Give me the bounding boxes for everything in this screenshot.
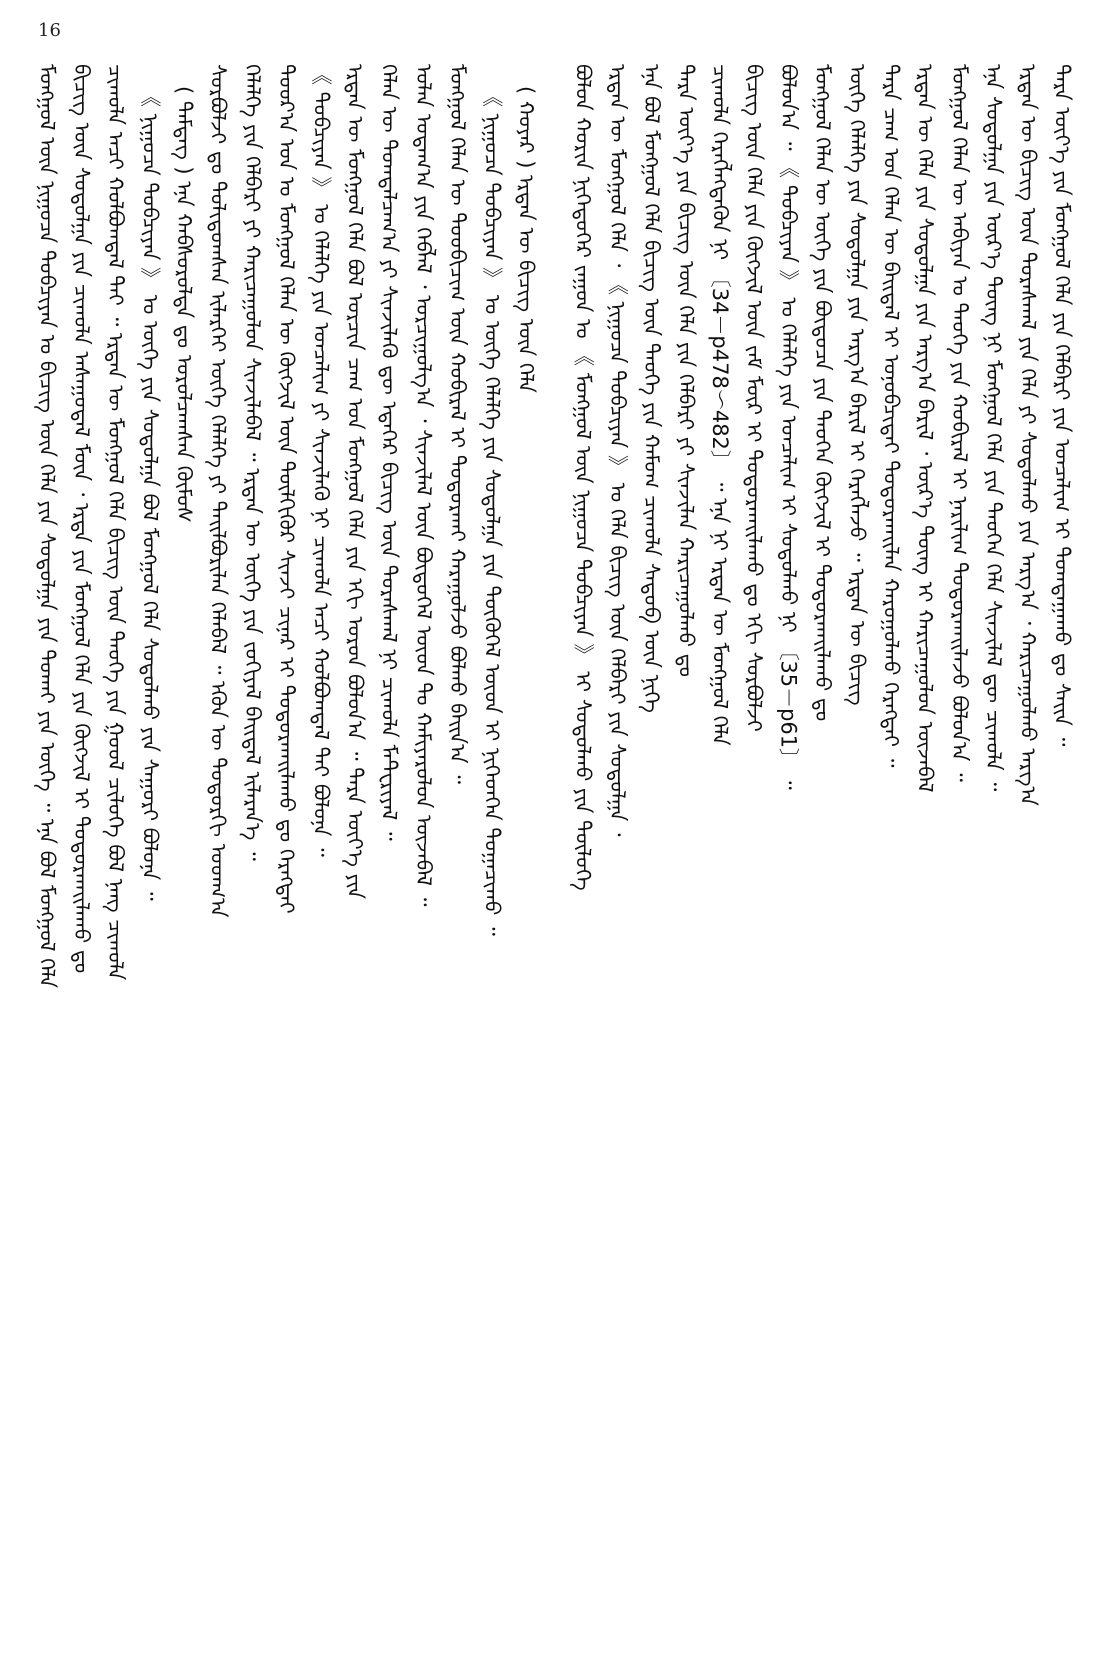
text-line: ᠡᠨᠡ ᠪᠣᠯ ᠮᠣᠩᠭᠣᠯ ᠬᠡᠯᠡ ᠪᠢᠴᠢᠭ ᠦᠨ ᠲᠡᠦᠬᠡ ᠶᠢᠨ ᠬᠠᠮᠤᠭ ᠴᠢᠬᠤᠯᠠ ᠰᠡᠳᠦᠪ ᠦᠨ ᠨᠢᠭᠡ (639, 64, 664, 713)
text-line: ᠬᠡᠯᠡᠯᠭᠡ ᠶᠢᠨ ᠬᠡᠯᠪᠡᠷᠢ ᠶᠢ ᠬᠠᠷᠢᠴᠠᠭᠤᠯᠤᠨ ᠰᠢᠨᠵᠢᠯᠡᠪᠡᠯ ᠃ ᠡᠷᠲᠡᠨ ᠦ ᠦᠭᠡ ᠶᠢᠨ ᠵᠣᠬᠢᠶᠠᠯ ᠪᠠᠢᠳᠠᠯ ᠢᠯᠡᠷᠡᠨ᠎ᠡ ᠃ (240, 64, 265, 861)
left-text-column (30, 64, 543, 1642)
text-line: ᠪᠢᠴᠢᠭ ᠦᠨ ᠬᠡᠯᠡ ᠶᠢᠨ ᠬᠥᠭᠵᠢᠯ ᠦᠨ ᠵᠠᠮ ᠮᠥᠷ ᠢ ᠲᠣᠳᠣᠷᠬᠠᠢᠯᠠᠬᠤ ᠳᠤ ᠡᠬᠢ ᠰᠤᠷᠪᠤᠯᠵᠢ (742, 64, 767, 732)
text-line: 《 ᠨᠢᠭᠤᠴᠠ ᠲᠣᠪᠴᠢᠶᠠᠨ 》 ᠤ ᠦᠭᠡ ᠶᠢᠨ ᠰᠤᠳᠤᠯᠭᠠ ᠪᠣᠯ ᠮᠣᠩᠭᠣᠯ ᠬᠡᠯᠡ ᠰᠤᠳᠤᠯᠬᠤ ᠶᠢᠨ ᠰᠠᠭᠤᠷᠢ ᠪᠣᠯᠤᠨᠠ ᠃ (137, 86, 162, 901)
text-line: ᠲᠡᠷᠡ ᠦᠶ᠎ᠡ ᠶᠢᠨ ᠪᠢᠴᠢᠭ ᠦᠨ ᠬᠡᠯᠡ ᠶᠢᠨ ᠬᠡᠯᠪᠡᠷᠢ ᠶᠢ ᠰᠢᠨᠵᠢᠯᠡᠨ ᠬᠠᠷᠢᠴᠠᠭᠤᠯᠬᠤ ᠳᠤ (673, 64, 698, 677)
text-line: ᠴᠢᠬᠤᠯᠠ ᠠᠴᠢ ᠬᠣᠯᠪᠣᠭᠳᠠᠯ ᠲᠠᠢ ᠃ ᠡᠷᠲᠡᠨ ᠦ ᠮᠣᠩᠭᠣᠯ ᠬᠡᠯᠡ ᠪᠢᠴᠢᠭ ᠦᠨ ᠲᠡᠦᠬᠡ ᠶᠢᠨ ᠭᠣᠣᠯ ᠴᠢᠯᠦᠭᠡ ᠪᠣᠯ ᠨᠡᠩ ᠴᠢᠬᠤᠯᠠ (103, 64, 128, 981)
text-line: ᠮᠣᠩᠭᠣᠯ ᠬᠡᠯᠡᠨ ᠦ ᠦᠭᠡ ᠶᠢᠨ ᠪᠦᠲᠦᠴᠡ ᠶᠢᠨ ᠲᠡᠦᠬᠡᠨ ᠬᠥᠭᠵᠢᠯ ᠢ ᠲᠣᠳᠣᠷᠬᠠᠢᠯᠠᠬᠤ ᠳᠤ (810, 64, 835, 722)
text-line: ᠪᠢᠴᠢᠭ ᠦᠨ ᠰᠤᠳᠤᠯᠭᠠ ᠶᠢᠨ ᠴᠢᠬᠤᠯᠠ ᠠᠰᠠᠭᠤᠳᠠᠯ ᠮᠦᠨ ᠂ ᠡᠷᠲᠡ ᠶᠢᠨ ᠮᠣᠩᠭᠣᠯ ᠬᠡᠯᠡ ᠶᠢᠨ ᠬᠥᠭᠵᠢᠯ ᠢ ᠲᠣᠳᠣᠷᠬᠠᠢᠯᠠᠬᠤ ᠳᠤ (69, 64, 94, 974)
text-line: ᠰᠤᠷᠪᠤᠯᠵᠢ ᠳᠤ ᠲᠣᠯᠢᠳᠤᠭᠰᠠᠨ ᠢᠯᠡᠷᠬᠡᠢ ᠦᠭᠡ ᠬᠡᠯᠡᠯᠭᠡ ᠶᠢ ᠲᠠᠢᠯᠪᠤᠷᠢᠯᠠᠨ ᠬᠡᠯᠡᠪᠡᠯ ᠃ ᠡᠭᠦᠨ ᠦ ᠳᠣᠲᠣᠷᠬᠢ ᠤᠳᠬ᠎ᠠ (206, 64, 231, 918)
text-line: ( ᠲᠡᠮᠳᠡᠭ ) ᠡᠨᠡ ᠬᠠᠪᠰᠤᠷᠤᠯᠲᠠ ᠳᠤ ᠣᠷᠣᠯᠴᠠᠭᠰᠠᠨ ᠬᠦᠮᠦᠰ (172, 86, 197, 523)
text-line: ᠮᠣᠩᠭᠣᠯ ᠦᠨ ᠨᠢᠭᠤᠴᠠ ᠲᠣᠪᠴᠢᠶᠠᠨ ᠤ ᠪᠢᠴᠢᠭ ᠦᠨ ᠬᠡᠯᠡ ᠶᠢᠨ ᠰᠤᠳᠤᠯᠭᠠ ᠶᠢᠨ ᠲᠤᠬᠠᠢ ᠶᠢᠨ ᠦᠭᠡ ᠃ ᠡᠨᠡ ᠪᠣᠯ ᠮᠣᠩᠭᠣᠯ ᠬᠡᠯᠡ (35, 64, 60, 988)
text-line: ᠡᠷᠲᠡᠨ ᠦ ᠬᠡᠯᠡ ᠶᠢᠨ ᠰᠤᠳᠤᠯᠭᠠ ᠶᠢᠨ ᠠᠷᠭ᠎ᠠ ᠪᠠᠷᠢᠯ ᠂ ᠦᠷ᠎ᠡ ᠳᠦᠩ ᠢ ᠬᠠᠷᠢᠴᠠᠭᠤᠯᠤᠨ ᠦᠵᠡᠪᠡᠯ (913, 64, 938, 793)
text-line: ᠪᠣᠯᠤᠨ ᠬᠣᠷᠢᠨ ᠨᠢᠭᠡᠳᠦᠭᠡᠷ ᠵᠠᠭᠤᠨ ᠤ 《 ᠮᠣᠩᠭᠣᠯ ᠦᠨ ᠨᠢᠭᠤᠴᠠ ᠲᠣᠪᠴᠢᠶᠠᠨ 》 ᠢ ᠰᠤᠳᠤᠯᠬᠤ ᠶᠢᠨ ᠲᠥᠯᠦᠭᠡ (571, 64, 596, 891)
text-line: ᠲᠡᠷᠡ ᠦᠶ᠎ᠡ ᠶᠢᠨ ᠮᠣᠩᠭᠣᠯ ᠬᠡᠯᠡ ᠶᠢᠨ ᠬᠡᠯᠪᠡᠷᠢ ᠶᠢᠨ ᠣᠨᠴᠠᠯᠢᠭ ᠢ ᠲᠣᠭᠲᠠᠭᠠᠬᠤ ᠳᠤ ᠰᠠᠢᠨ ᠃ (1050, 64, 1075, 747)
text-line: ᠮᠣᠩᠭᠣᠯ ᠬᠡᠯᠡᠨ ᠦ ᠳᠤᠤᠪᠢᠴᠢᠭ ᠦᠨ ᠬᠤᠪᠢᠷᠠᠯ ᠢ ᠲᠣᠳᠣᠷᠬᠠᠢ ᠬᠠᠷᠠᠭᠤᠯᠵᠤ ᠪᠣᠯᠬᠤ ᠪᠠᠢᠨ᠎ᠠ ᠃ (445, 64, 470, 784)
text-line: ᠮᠣᠩᠭᠣᠯ ᠬᠡᠯᠡᠨ ᠦ ᠠᠪᠢᠶᠠᠨ ᠤ ᠲᠡᠦᠬᠡ ᠶᠢᠨ ᠬᠤᠪᠢᠷᠠᠯ ᠢ ᠨᠠᠷᠢᠯᠢᠭ ᠲᠣᠳᠣᠷᠬᠠᠢᠯᠠᠵᠤ ᠪᠣᠯᠤᠨ᠎ᠠ ᠃ (947, 64, 972, 782)
text-line: ᠣᠯᠠᠨ ᠤᠳᠠᠭ᠎ᠠ ᠶᠢᠨ ᠬᠡᠪᠯᠡᠯ ᠂ ᠣᠷᠴᠢᠭᠤᠯᠭ᠎ᠠ ᠂ ᠰᠢᠨᠵᠢᠯᠡᠯ ᠦᠨ ᠪᠦᠲᠦᠭᠡᠯ ᠦᠳ ᠲᠤ ᠬᠠᠮᠢᠶᠠᠷᠤᠯᠤᠨ ᠦᠵᠡᠪᠡᠯ ᠃ (411, 64, 436, 907)
page-number: 16 (38, 20, 61, 41)
text-line: ᠲᠡᠷᠡ ᠴᠠᠭ ᠤᠨ ᠬᠡᠯᠡᠨ ᠦ ᠪᠠᠢᠳᠠᠯ ᠢ ᠣᠨᠣᠪᠴᠢᠲᠠᠢ ᠲᠣᠳᠣᠷᠬᠠᠢᠯᠠᠨ ᠬᠠᠷᠤᠭᠤᠯᠬᠤ ᠬᠡᠷᠡᠭᠲᠡᠢ ᠃ (879, 64, 904, 768)
text-line: ᠡᠨᠡ ᠰᠤᠳᠤᠯᠭᠠ ᠶᠢᠨ ᠦᠷ᠎ᠡ ᠳᠦᠩ ᠨᠢ ᠮᠣᠩᠭᠣᠯ ᠬᠡᠯᠡ ᠶᠢᠨ ᠲᠡᠦᠬᠡᠨ ᠬᠡᠯᠡ ᠰᠢᠨᠵᠢᠯᠡᠯ ᠳᠦ ᠴᠢᠬᠤᠯᠠ ᠃ (981, 64, 1006, 792)
text-line: ᠳᠣᠣᠷ᠎ᠠ ᠣᠨ ᠤ ᠮᠣᠩᠭᠣᠯ ᠬᠡᠯᠡᠨ ᠦ ᠬᠥᠭᠵᠢᠯ ᠦᠨ ᠲᠦᠯᠬᠢᠭᠦᠷ ᠰᠢᠨᠵᠢ ᠴᠢᠨᠠᠷ ᠢ ᠲᠣᠳᠣᠷᠬᠠᠢᠯᠠᠬᠤ ᠳᠤ ᠬᠡᠷᠡᠭᠲᠡᠢ (274, 64, 299, 914)
text-line: ᠡᠷᠲᠡᠨ ᠦ ᠮᠣᠩᠭᠣᠯ ᠬᠡᠯᠡ ᠂ 《 ᠨᠢᠭᠤᠴᠠ ᠲᠣᠪᠴᠢᠶᠠᠨ 》 ᠤ ᠬᠡᠯᠡ ᠪᠢᠴᠢᠭ ᠦᠨ ᠬᠡᠯᠪᠡᠷᠢ ᠶᠢᠨ ᠰᠤᠳᠤᠯᠭᠠ ᠂ (605, 64, 630, 837)
text-line: ᠴᠢᠬᠤᠯᠠ ᠬᠡᠷᠡᠭᠯᠡᠭᠳᠡᠬᠦᠨ ᠨᠢ 〔34－p478～482〕 ᠃ ᠡᠨᠡ ᠨᠢ ᠡᠷᠲᠡᠨ ᠦ ᠮᠣᠩᠭᠣᠯ ᠬᠡᠯᠡ (708, 64, 733, 746)
text-line: ᠡᠷᠲᠡᠨ ᠦ ᠮᠣᠩᠭᠣᠯ ᠬᠡᠯᠡ ᠪᠣᠯ ᠣᠷᠴᠢᠨ ᠴᠠᠭ ᠤᠨ ᠮᠣᠩᠭᠣᠯ ᠬᠡᠯᠡ ᠶᠢᠨ ᠡᠬᠢ ᠣᠷᠣᠨ ᠪᠣᠯᠤᠨ᠎ᠠ ᠃ ᠲᠡᠷᠡ ᠦᠶ᠎ᠡ ᠶᠢᠨ (343, 64, 368, 899)
right-text-column (566, 64, 1079, 1642)
text-line: ᠡᠷᠲᠡᠨ ᠦ ᠪᠢᠴᠢᠭ ᠦᠨ ᠳᠤᠷᠠᠰᠬᠠᠯ ᠶᠢᠨ ᠬᠡᠯᠡ ᠶᠢ ᠰᠤᠳᠤᠯᠬᠤ ᠶᠢᠨ ᠠᠷᠭ᠎ᠠ ᠂ ᠬᠠᠷᠢᠴᠠᠭᠤᠯᠬᠤ ᠠᠷᠭ᠎ᠠ (1015, 64, 1040, 806)
text-line: 《 ᠲᠣᠪᠴᠢᠶᠠᠨ 》 ᠤ ᠬᠡᠯᠡᠯᠭᠡ ᠶᠢᠨ ᠣᠨᠴᠠᠯᠢᠭ ᠶᠢ ᠰᠢᠨᠵᠢᠯᠡᠬᠦ ᠨᠢ ᠴᠢᠬᠤᠯᠠ ᠠᠴᠢ ᠬᠣᠯᠪᠣᠭᠳᠠᠯ ᠲᠠᠢ ᠪᠣᠯᠤᠨᠠ ᠃ (308, 64, 333, 857)
text-line: ᠪᠣᠯᠤᠨ᠎ᠠ ᠃ 《 ᠲᠣᠪᠴᠢᠶᠠᠨ 》 ᠤ ᠬᠡᠯᠡᠯᠭᠡ ᠶᠢᠨ ᠣᠨᠴᠠᠯᠢᠭ ᠢ ᠰᠤᠳᠤᠯᠬᠤ ᠨᠢ 〔35－p61〕 ᠃ (776, 64, 801, 790)
text-line: ᠦᠭᠡ ᠬᠡᠯᠡᠯᠭᠡ ᠶᠢᠨ ᠰᠤᠳᠤᠯᠭᠠ ᠶᠢᠨ ᠠᠷᠭ᠎ᠠ ᠪᠠᠷᠢᠯ ᠢ ᠬᠡᠷᠡᠭᠯᠡᠵᠦ ᠃ ᠡᠷᠲᠡᠨ ᠦ ᠪᠢᠴᠢᠭ (844, 64, 869, 706)
text-line: ( ᠬᠣᠶᠠᠷ ) ᠡᠷᠲᠡᠨ ᠦ ᠪᠢᠴᠢᠭ ᠦᠨ ᠬᠡᠯᠡ (514, 86, 539, 393)
text-line: 《 ᠨᠢᠭᠤᠴᠠ ᠲᠣᠪᠴᠢᠶᠠᠨ 》 ᠤ ᠦᠭᠡ ᠬᠡᠯᠡᠯᠭᠡ ᠶᠢᠨ ᠰᠤᠳᠤᠯᠭᠠ ᠶᠢᠨ ᠲᠦᠬᠦᠬᠡᠯ ᠦᠳ ᠢ ᠨᠢᠭᠡᠳᠬᠡᠨ ᠲᠣᠭᠠᠴᠢᠬᠤ ᠃ (479, 86, 504, 936)
text-line: ᠬᠡᠯᠡᠨ ᠦ ᠲᠣᠭᠲᠠᠯᠴᠠᠭ᠎ᠠ ᠶᠢ ᠰᠢᠨᠵᠢᠯᠡᠬᠦ ᠳᠦ ᠡᠳᠡᠭᠡᠷ ᠪᠢᠴᠢᠭ ᠦᠨ ᠳᠤᠷᠠᠰᠬᠠᠯ ᠨᠢ ᠴᠢᠬᠤᠯᠠ ᠮᠠᠲᠸᠷᠢᠶᠠᠯ ᠃ (377, 64, 402, 841)
